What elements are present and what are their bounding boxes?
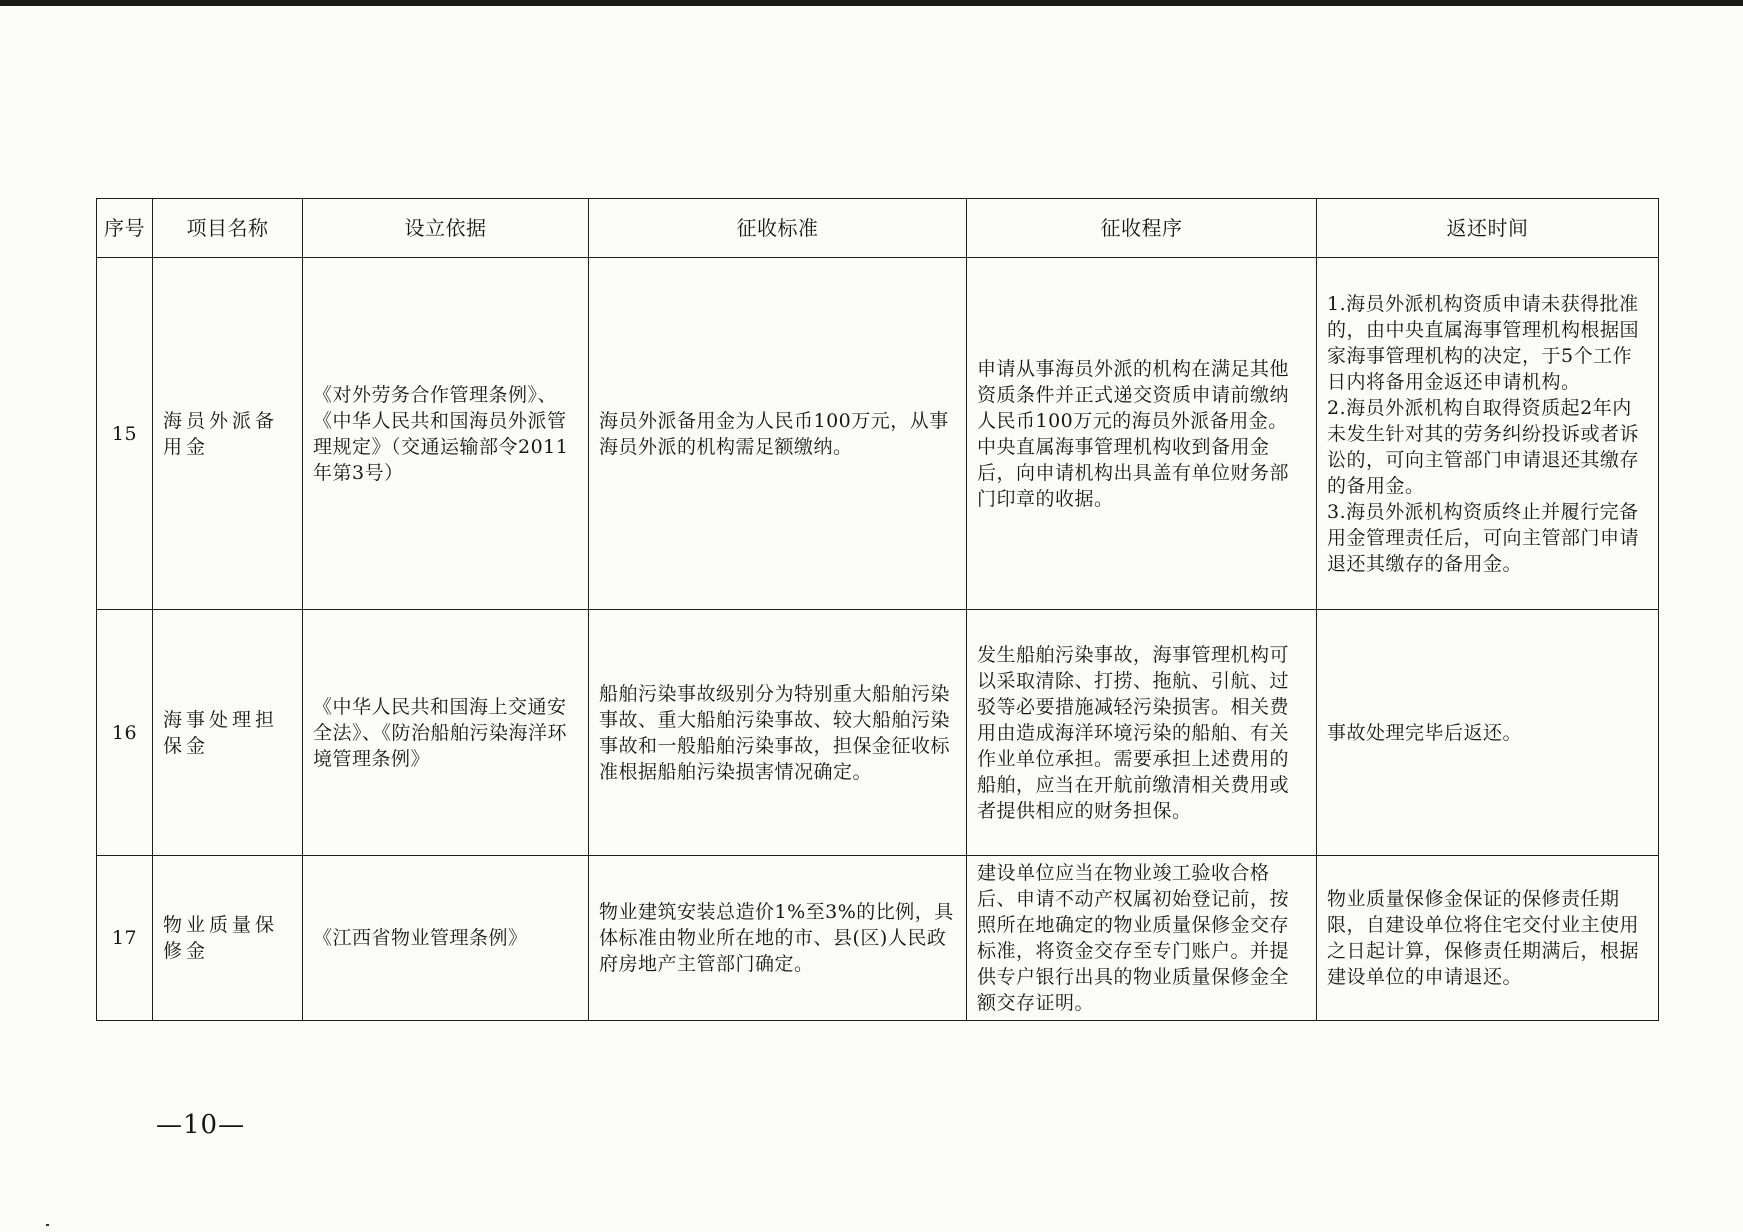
table-header-row: [97, 199, 1659, 258]
row-standard: 船舶污染事故级别分为特别重大船舶污染事故、重大船舶污染事故、较大船舶污染事故和一般船舶污染事故，担保金征收标准根据船舶污染损害情况确定。: [589, 610, 967, 856]
row-standard: 物业建筑安装总造价1%至3%的比例，具体标准由物业所在地的市、县(区)人民政府房地产主管部门确定。: [589, 856, 967, 1021]
row-serial-number: 17: [97, 856, 153, 1021]
return-item: 3.海员外派机构资质终止并履行完备用金管理责任后，可向主管部门申请退还其缴存的备用金。: [1327, 500, 1640, 575]
row-return-time: 物业质量保修金保证的保修责任期限，自建设单位将住宅交付业主使用之日起计算，保修责任期满后，根据建设单位的申请退还。: [1317, 856, 1659, 1021]
header-return-time: 返还时间: [1317, 199, 1659, 258]
return-item: 2.海员外派机构自取得资质起2年内未发生针对其的劳务纠纷投诉或者诉讼的，可向主管部门申请退还其缴存的备用金。: [1327, 396, 1640, 497]
row-item-name: 物业质量保修金: [153, 856, 303, 1021]
scan-top-edge: [0, 0, 1743, 6]
return-item: 1.海员外派机构资质申请未获得批准的，由中央直属海事管理机构根据国家海事管理机构的决定，于5个工作日内将备用金返还申请机构。: [1327, 292, 1640, 393]
table-row: [97, 856, 1659, 1021]
header-serial-number: 序号: [97, 199, 153, 258]
row-serial-number: 16: [97, 610, 153, 856]
row-procedure: 建设单位应当在物业竣工验收合格后、申请不动产权属初始登记前，按照所在地确定的物业质量保修金交存标准，将资金交存至专门账户。并提供专户银行出具的物业质量保修金全额交存证明。: [967, 856, 1317, 1021]
row-standard: 海员外派备用金为人民币100万元，从事海员外派的机构需足额缴纳。: [589, 258, 967, 610]
fee-table: [96, 198, 1659, 1021]
page-number: —10—: [156, 1110, 246, 1140]
row-serial-number: 15: [97, 258, 153, 610]
header-standard: 征收标准: [589, 199, 967, 258]
scan-speck: [46, 1224, 49, 1226]
header-basis: 设立依据: [303, 199, 589, 258]
row-basis: 《江西省物业管理条例》: [303, 856, 589, 1021]
table-row: [97, 610, 1659, 856]
row-return-time: 事故处理完毕后返还。: [1317, 610, 1659, 856]
row-item-name: 海事处理担保金: [153, 610, 303, 856]
header-item-name: 项目名称: [153, 199, 303, 258]
row-item-name: 海员外派备用金: [153, 258, 303, 610]
row-basis: 《对外劳务合作管理条例》、《中华人民共和国海员外派管理规定》（交通运输部令2011年第3号）: [303, 258, 589, 610]
row-procedure: 申请从事海员外派的机构在满足其他资质条件并正式递交资质申请前缴纳人民币100万元的海员外派备用金。中央直属海事管理机构收到备用金后，向申请机构出具盖有单位财务部门印章的收据。: [967, 258, 1317, 610]
row-procedure: 发生船舶污染事故，海事管理机构可以采取清除、打捞、拖航、引航、过驳等必要措施减轻污染损害。相关费用由造成海洋环境污染的船舶、有关作业单位承担。需要承担上述费用的船舶，应当在开航前缴清相关费用或者提供相应的财务担保。: [967, 610, 1317, 856]
table-row: [97, 258, 1659, 610]
header-procedure: 征收程序: [967, 199, 1317, 258]
row-basis: 《中华人民共和国海上交通安全法》、《防治船舶污染海洋环境管理条例》: [303, 610, 589, 856]
row-return-time: [1317, 258, 1659, 610]
